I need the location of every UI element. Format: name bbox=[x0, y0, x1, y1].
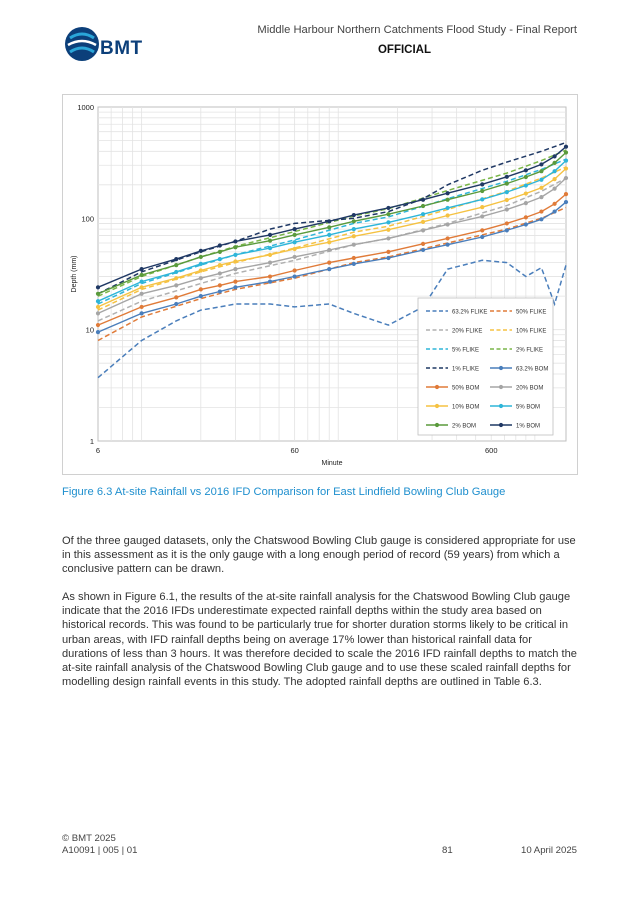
x-tick-label: 6 bbox=[95, 446, 101, 455]
data-point bbox=[352, 213, 356, 217]
data-point bbox=[421, 204, 425, 208]
data-point bbox=[552, 154, 556, 158]
data-point bbox=[352, 262, 356, 266]
data-point bbox=[564, 166, 568, 170]
data-point bbox=[218, 271, 222, 275]
y-tick-label: 1 bbox=[89, 437, 94, 446]
data-point bbox=[327, 233, 331, 237]
data-point bbox=[552, 169, 556, 173]
data-point bbox=[199, 255, 203, 259]
logo-text: BMT bbox=[100, 38, 143, 59]
data-point bbox=[421, 248, 425, 252]
data-point bbox=[386, 236, 390, 240]
data-point bbox=[446, 213, 450, 217]
data-point bbox=[327, 261, 331, 265]
data-point bbox=[524, 222, 528, 226]
data-point bbox=[386, 228, 390, 232]
data-point bbox=[268, 280, 272, 284]
data-point bbox=[233, 253, 237, 257]
data-point bbox=[96, 323, 100, 327]
data-point bbox=[140, 280, 144, 284]
data-point bbox=[174, 257, 178, 261]
data-point bbox=[199, 262, 203, 266]
legend-marker-10 bbox=[435, 404, 439, 408]
legend-label-5: 2% FLIKE bbox=[516, 347, 544, 354]
data-point bbox=[233, 239, 237, 243]
data-point bbox=[446, 206, 450, 210]
data-point bbox=[539, 195, 543, 199]
data-point bbox=[421, 198, 425, 202]
data-point bbox=[539, 186, 543, 190]
x-tick-label: 60 bbox=[290, 446, 299, 455]
data-point bbox=[552, 209, 556, 213]
data-point bbox=[386, 206, 390, 210]
data-point bbox=[552, 186, 556, 190]
data-point bbox=[505, 228, 509, 232]
data-point bbox=[480, 197, 484, 201]
data-point bbox=[199, 294, 203, 298]
legend-marker-12 bbox=[435, 423, 439, 427]
data-point bbox=[352, 227, 356, 231]
data-point bbox=[539, 162, 543, 166]
legend-label-13: 1% BOM bbox=[516, 423, 541, 430]
data-point bbox=[421, 228, 425, 232]
data-point bbox=[293, 274, 297, 278]
data-point bbox=[327, 240, 331, 244]
data-point bbox=[233, 267, 237, 271]
data-point bbox=[539, 178, 543, 182]
classification-label: OFFICIAL bbox=[377, 44, 431, 56]
data-point bbox=[539, 217, 543, 221]
data-point bbox=[539, 169, 543, 173]
data-point bbox=[140, 285, 144, 289]
data-point bbox=[268, 253, 272, 257]
data-point bbox=[564, 200, 568, 204]
legend-marker-11 bbox=[499, 404, 503, 408]
data-point bbox=[524, 191, 528, 195]
data-point bbox=[293, 268, 297, 272]
data-point bbox=[174, 270, 178, 274]
data-point bbox=[386, 250, 390, 254]
data-point bbox=[386, 220, 390, 224]
data-point bbox=[268, 261, 272, 265]
data-point bbox=[421, 212, 425, 216]
data-point bbox=[564, 159, 568, 163]
data-point bbox=[539, 209, 543, 213]
data-point bbox=[352, 219, 356, 223]
x-tick-label: 600 bbox=[484, 446, 498, 455]
data-point bbox=[140, 273, 144, 277]
data-point bbox=[96, 285, 100, 289]
legend-marker-8 bbox=[435, 385, 439, 389]
data-point bbox=[199, 287, 203, 291]
data-point bbox=[505, 207, 509, 211]
data-point bbox=[327, 219, 331, 223]
data-point bbox=[505, 221, 509, 225]
data-point bbox=[327, 248, 331, 252]
data-point bbox=[96, 299, 100, 303]
data-point bbox=[446, 236, 450, 240]
legend-label-0: 63.2% FLIKE bbox=[452, 309, 488, 316]
data-point bbox=[480, 214, 484, 218]
data-point bbox=[386, 212, 390, 216]
data-point bbox=[480, 205, 484, 209]
data-point bbox=[218, 250, 222, 254]
data-point bbox=[505, 190, 509, 194]
data-point bbox=[199, 249, 203, 253]
data-point bbox=[293, 247, 297, 251]
data-point bbox=[174, 263, 178, 267]
x-axis-label: Minute bbox=[321, 460, 343, 467]
data-point bbox=[352, 256, 356, 260]
y-tick-label: 100 bbox=[81, 214, 94, 224]
legend-label-11: 5% BOM bbox=[516, 404, 541, 411]
data-point bbox=[524, 215, 528, 219]
data-point bbox=[524, 168, 528, 172]
data-point bbox=[446, 222, 450, 226]
data-point bbox=[268, 239, 272, 243]
data-point bbox=[199, 268, 203, 272]
data-point bbox=[505, 182, 509, 186]
data-point bbox=[293, 233, 297, 237]
data-point bbox=[505, 175, 509, 179]
data-point bbox=[480, 228, 484, 232]
legend-label-6: 1% FLIKE bbox=[452, 366, 480, 373]
legend-label-8: 50% BOM bbox=[452, 385, 480, 392]
chart-svg bbox=[63, 95, 577, 474]
data-point bbox=[218, 243, 222, 247]
y-tick-label: 10 bbox=[85, 325, 94, 335]
legend-label-1: 50% FLIKE bbox=[516, 309, 547, 316]
legend-label-9: 20% BOM bbox=[516, 385, 544, 392]
data-point bbox=[233, 245, 237, 249]
data-point bbox=[446, 243, 450, 247]
data-point bbox=[421, 242, 425, 246]
paragraph-1: Of the three gauged datasets, only the Chatswood Bowling Club gauge is considered appropriate for use in this assessment as it is the only gauge with a long enough period of record (59 years) from which a conclusive pattern can be drawn. bbox=[62, 535, 576, 576]
data-point bbox=[233, 285, 237, 289]
data-point bbox=[564, 176, 568, 180]
y-tick-label: 1000 bbox=[77, 103, 94, 112]
data-point bbox=[524, 175, 528, 179]
data-point bbox=[174, 295, 178, 299]
data-point bbox=[352, 234, 356, 238]
data-point bbox=[233, 280, 237, 284]
data-point bbox=[268, 274, 272, 278]
data-point bbox=[352, 243, 356, 247]
data-point bbox=[96, 292, 100, 296]
data-point bbox=[233, 259, 237, 263]
data-point bbox=[140, 311, 144, 315]
data-point bbox=[293, 240, 297, 244]
data-point bbox=[293, 227, 297, 231]
data-point bbox=[199, 276, 203, 280]
data-point bbox=[96, 305, 100, 309]
data-point bbox=[552, 161, 556, 165]
data-point bbox=[268, 246, 272, 250]
data-point bbox=[552, 177, 556, 181]
data-point bbox=[421, 220, 425, 224]
data-point bbox=[96, 311, 100, 315]
legend-marker-9 bbox=[499, 385, 503, 389]
data-point bbox=[268, 233, 272, 237]
data-point bbox=[446, 198, 450, 202]
data-point bbox=[446, 191, 450, 195]
legend-marker-13 bbox=[499, 423, 503, 427]
data-point bbox=[524, 201, 528, 205]
data-point bbox=[564, 192, 568, 196]
data-point bbox=[140, 267, 144, 271]
footer-left bbox=[62, 833, 137, 857]
legend-label-10: 10% BOM bbox=[452, 404, 480, 411]
data-point bbox=[327, 225, 331, 229]
data-point bbox=[96, 330, 100, 334]
data-point bbox=[218, 283, 222, 287]
data-point bbox=[140, 305, 144, 309]
data-point bbox=[218, 289, 222, 293]
y-axis-label: Depth (mm) bbox=[71, 255, 78, 293]
data-point bbox=[218, 263, 222, 267]
legend-label-4: 5% FLIKE bbox=[452, 347, 480, 354]
data-point bbox=[480, 189, 484, 193]
footer-copyright: © BMT 2025 bbox=[62, 833, 116, 844]
legend-label-7: 63.2% BOM bbox=[516, 366, 549, 373]
data-point bbox=[552, 202, 556, 206]
data-point bbox=[174, 302, 178, 306]
data-point bbox=[480, 182, 484, 186]
data-point bbox=[386, 256, 390, 260]
report-title: Middle Harbour Northern Catchments Flood Study - Final Report bbox=[257, 24, 577, 36]
data-point bbox=[140, 292, 144, 296]
legend-label-2: 20% FLIKE bbox=[452, 328, 483, 335]
footer-doc-ref: A10091 | 005 | 01 bbox=[62, 845, 138, 856]
legend-label-3: 10% FLIKE bbox=[516, 328, 547, 335]
data-point bbox=[524, 183, 528, 187]
data-point bbox=[293, 255, 297, 259]
data-point bbox=[564, 150, 568, 154]
legend-label-12: 2% BOM bbox=[452, 423, 477, 430]
paragraph-2: As shown in Figure 6.1, the results of the at-site rainfall analysis for the Chatswood Bowling Club gauge indicate that the 2016 IFDs underestimate expected rainfall depths within the study area based on historical records. This was found to be particularly true for shorter duration storms likely to be critical in urban areas, with IFD rainfall depths being on average 17% lower than historical rainfall data for durations of less than 3 hours. It was therefore decided to scale the 2016 IFD rainfall depths to match the at-site rainfall analysis of the Chatswood Bowling Club gauge and to use these scaled rainfall depths for modelling design rainfall events in this study. The adopted rainfall depths are outlined in Table 6.3. bbox=[62, 591, 577, 689]
figure-caption: Figure 6.3 At-site Rainfall vs 2016 IFD Comparison for East Lindfield Bowling Club Gauge bbox=[62, 486, 506, 498]
ifd-comparison-chart bbox=[62, 94, 578, 475]
data-point bbox=[564, 145, 568, 149]
data-point bbox=[505, 198, 509, 202]
data-point bbox=[218, 257, 222, 261]
footer-page-number: 81 bbox=[442, 845, 453, 856]
data-point bbox=[327, 267, 331, 271]
footer-date: 10 April 2025 bbox=[520, 845, 577, 856]
legend-marker-7 bbox=[499, 366, 503, 370]
data-point bbox=[480, 235, 484, 239]
data-point bbox=[174, 276, 178, 280]
data-point bbox=[174, 283, 178, 287]
